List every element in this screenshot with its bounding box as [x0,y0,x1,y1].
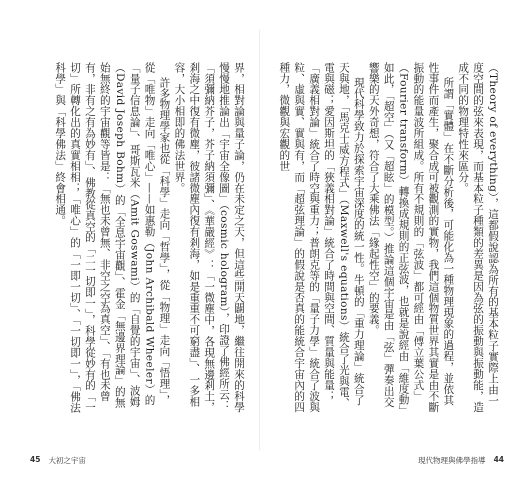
right-running-title: 現代物理與佛學指導 [418,456,486,465]
right-paragraph-2: 所謂「實體」在不斷分析後，可能化為一種物理現象的過程，並依其性事件而產生，聚合成可被觀測的實物，我們這個物質世界其實是由不斷振動的能量波所組成。所有不規則的「弦波」都可經由「傅立葉公式」（Fourier transform）轉換成規則的正弦波，也就是說經由「維度動」如此，「超空」（又「超眩」的模型。）推論這個宇宙是由「弦」彈奏出交響樂的天外奇想，符合了大乘佛法「緣起性空」的要義。 [367,62,455,413]
right-paragraph-1: （Theory of everything），這都假說認為所有的基本粒子實際上由一度空間的弦來表現，而基本粒子種類的差異是因為弦的振動與振動能，造成不同的物理特性來區分。 [457,62,499,413]
left-paragraph-1: 界，相對論與量子論，仍在未定之天，但這些開天闢地，繼往開來的科學慢慢地推論出「宇宙全像圖」（cosmic hologram），印證了佛經所云：「須彌納芥子，芥子納須彌」、《華嚴經》：「一微塵中，各現無邊剎土，剎海之中復有微塵，彼諸微塵內復有剎海，如是重重不可窮盡」、一多相容，大小相即的佛法世界。 [173,62,245,413]
right-page-number: 44 [493,455,504,464]
right-paragraph-3: 現代科學致力於探索宇宙深度的統一性。牛頓的「重力理論」統合了天與地，「馬克士威方程式」（Maxwell's equations）統合了光與電、電與磁；愛因斯坦的「狹義相對論」統合了時間與空間、質量與能量；「廣義相對論」統合了時空與重力；普朗克等的「量子力學」統合了波與粒、虛與實、實與有，而「超弦理論」的假說是否真的能統合宇宙內的四種力，微觀與宏觀的世 [278,62,365,413]
left-running-title: 大初之宇宙 [48,456,86,465]
left-page-body [20,62,246,414]
right-page [260,0,520,500]
right-page-body [274,62,500,414]
right-page-footer [418,455,504,466]
left-paragraph-2: 許多物理學家也從「科學」走向「哲學」，從「物理」走向「悟理」，從「唯物」走向「唯心」——如惠勒（John Archibald Wheeler）的「量子信息論」、哥斯瓦米（Amit Goswami）的「自覺的宇宙」、波姆（David Joseph Bohm）的「全息宇宙觀」、霍金「無邊界理論」的無始無終的宇宙觀等皆是：「無也未曾無、非空之空為真空」、「有也未曾有，非有之有為妙有」、佛教從真空的「二一切即一」，科學從妙有的「一切」所轉化出的真實相相；「唯心」的「一即一切」、「一切即一」，「佛法科學」與「科學佛法」終會相通。 [54,62,171,414]
left-page-footer [30,455,86,466]
left-page-number: 45 [30,455,41,464]
